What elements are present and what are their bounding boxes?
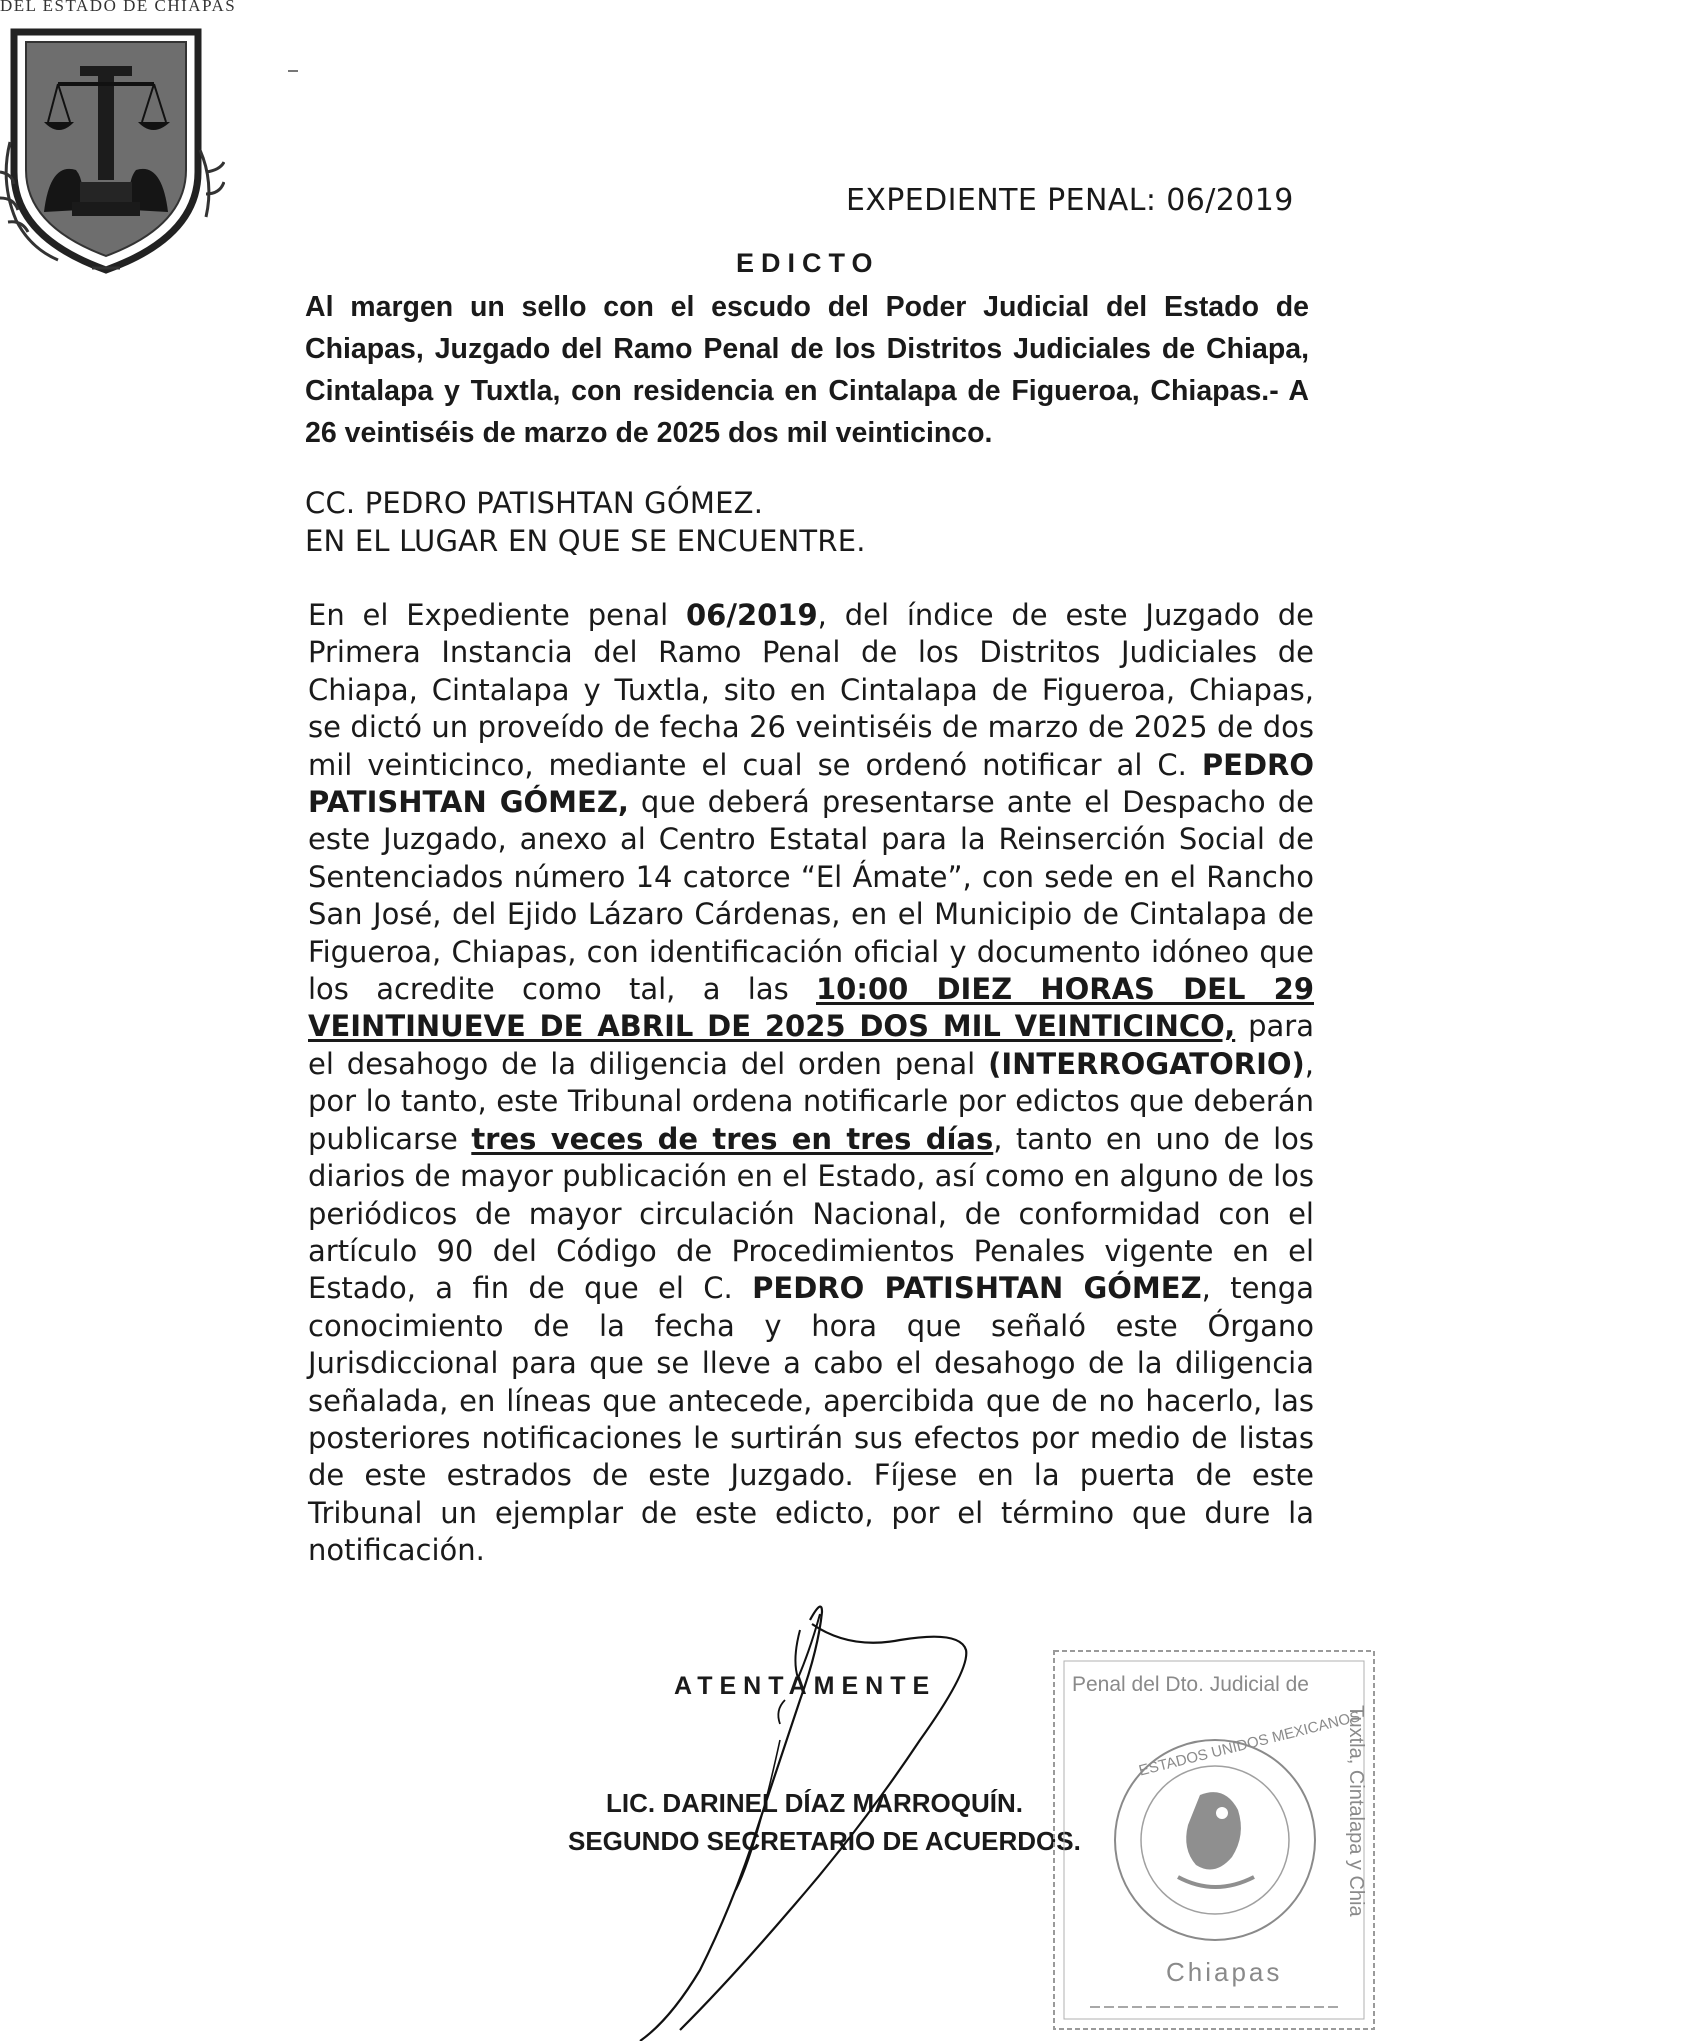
case-reference: 06/2019 — [686, 598, 818, 632]
stamp-bottom-text: Chiapas — [1166, 1957, 1283, 1987]
body-text: , por lo tanto, este Tribunal ordena notificarle por edictos que deberán publicarse — [308, 1046, 1314, 1156]
scan-mark — [288, 70, 298, 72]
body-text: que deberá presentarse ante el Despacho de este Juzgado, anexo al Centro Estatal para la Reinserción Social de Sentenciados número 14 catorce “El Ámate”, con sede en el Rancho San José, del Ejido Lázaro Cárdenas, en el Municipio de Cintalapa de Figueroa, Chiapas, con identificación oficial y documento idóneo que los acredite como tal, a las — [308, 785, 1314, 1007]
mexican-eagle-seal-icon — [1178, 1792, 1254, 1887]
hearing-datetime: 10:00 DIEZ HORAS DEL 29 VEINTINUEVE DE ABRIL DE 2025 DOS MIL VEINTICINCO, — [308, 972, 1314, 1044]
coat-of-arms-icon — [0, 22, 225, 277]
stamp-top-text: Penal del Dto. Judicial de — [1072, 1673, 1309, 1696]
notified-person-name: PEDRO PATISHTAN GÓMEZ, — [308, 747, 1314, 820]
addressee-name: CC. PEDRO PATISHTAN GÓMEZ. — [305, 486, 764, 520]
signer-title: SEGUNDO SECRETARIO DE ACUERDOS. — [568, 1826, 1081, 1856]
seal-caption: DEL ESTADO DE CHIAPAS — [0, 0, 237, 15]
intro-paragraph: Al margen un sello con el escudo del Poder Judicial del Estado de Chiapas, Juzgado del Ramo Penal de los Distritos Judiciales de Chiapa, Cintalapa y Tuxtla, con residencia en Cintalapa de Figueroa, Chiapas.- A 26 veintiséis de marzo de 2025 dos mil veinticinco. — [305, 291, 1309, 449]
proceeding-type: (INTERROGATORIO) — [988, 1046, 1305, 1081]
publication-frequency: tres veces de tres en tres días — [471, 1121, 994, 1156]
case-number: EXPEDIENTE PENAL: 06/2019 — [846, 183, 1294, 218]
body-text: , del índice de este Juzgado de Primera Instancia del Ramo Penal de los Distritos Judiciales de Chiapa, Cintalapa y Tuxtla, sito en Cintalapa de Figueroa, Chiapas, se dictó un proveído de fecha 26 veintiséis de marzo de 2025 de dos mil veinticinco, mediante el cual se ordenó notificar al C. — [308, 598, 1314, 782]
document-title: EDICTO — [736, 248, 880, 278]
body-paragraph — [308, 597, 1314, 1570]
body-text: , tanto en uno de los diarios de mayor publicación en el Estado, así como en alguno de los periódicos de mayor circulación Nacional, de conformidad con el artículo 90 del Código de Procedimientos Penales vigente en el Estado, a fin de que el C. — [308, 1121, 1315, 1306]
closing-text: ATENTAMENTE — [674, 1672, 937, 1700]
body-text: para el desahogo de la diligencia del orden penal — [308, 1009, 1315, 1081]
stamp-ring-text: ESTADOS UNIDOS MEXICANOS — [1137, 1708, 1362, 1780]
signer-name: LIC. DARINEL DÍAZ MARROQUÍN. — [606, 1788, 1023, 1818]
body-text: , tenga conocimiento de la fecha y hora que señaló este Órgano Jurisdiccional para que se lleve a cabo el desahogo de la diligencia señalada, en líneas que antecede, apercibida que de no hacerlo, las posteriores notificaciones le surtirán sus efectos por medio de listas de este estrados de este Juzgado. Fíjese en la puerta de este Tribunal un ejemplar de este edicto, por el término que dure la notificación. — [308, 1271, 1314, 1568]
stamp-right-text: Tuxtla, Cintalapa y Chia — [1345, 1705, 1367, 1917]
body-text: En el Expediente penal — [308, 598, 686, 632]
notified-person-name: PEDRO PATISHTAN GÓMEZ — [752, 1271, 1202, 1306]
court-stamp — [1050, 1645, 1380, 2037]
addressee-location: EN EL LUGAR EN QUE SE ENCUENTRE. — [305, 524, 866, 558]
